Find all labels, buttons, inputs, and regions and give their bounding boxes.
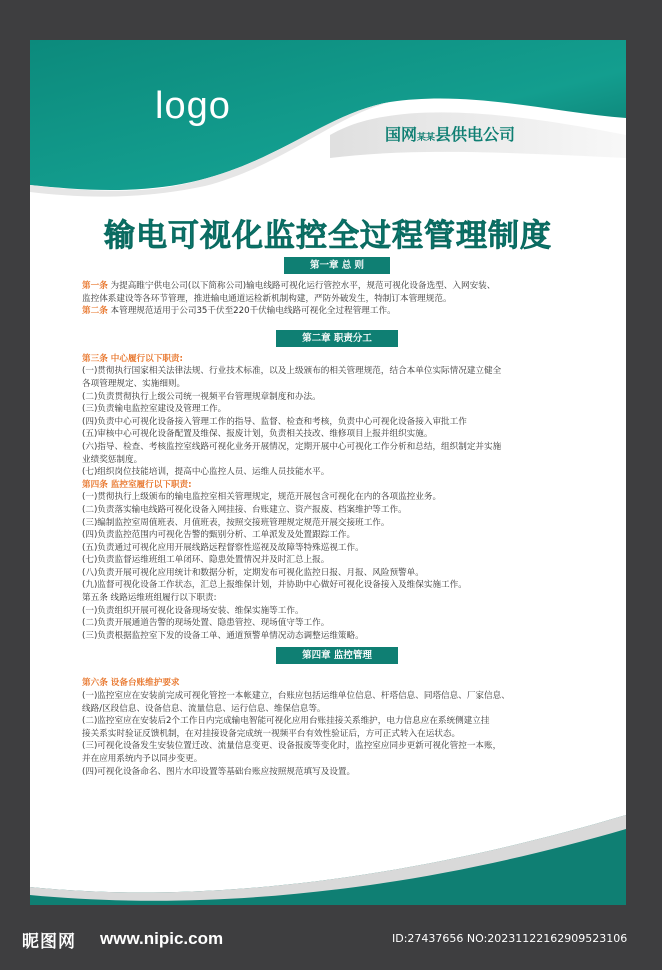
- list-item: (四)负责中心可视化设备接入管理工作的指导、监督、检查和考核，负责中心可视化设备接入审批工作: [82, 416, 467, 427]
- regulation-body: [82, 252, 592, 778]
- article-5-list: [82, 605, 592, 643]
- list-item: (三)负责输电监控室建设及管理工作。: [82, 404, 227, 415]
- list-item: (七)负责监督运维班组工单闭环、隐患处置情况并及时汇总上报。: [82, 555, 330, 566]
- article-1-label: 第一条: [82, 281, 108, 291]
- company-name: [385, 122, 515, 145]
- article-1-line1: 为提高睢宁供电公司(以下简称公司)输电线路可视化运行管控水平，规范可视化设备选型、入网安装、: [107, 281, 496, 291]
- article-1-line2: 监控体系建设等各环节管理，推进输电通道运检新机制构建，严防外破发生，特制订本管理规范。: [82, 293, 452, 304]
- company-suffix: 县供电公司: [435, 125, 516, 144]
- list-item: (二)负责贯彻执行上级公司统一视频平台管理规章制度和办法。: [82, 391, 321, 402]
- list-item: 接关系实时验证反馈机制，在对挂接设备完成统一视频平台有效性验证后，方可正式转入在运状态。: [82, 728, 461, 739]
- article-4-heading: 第四条 监控室履行以下职责:: [82, 479, 192, 490]
- article-5-heading: 第五条 线路运维班组履行以下职责:: [82, 593, 217, 604]
- list-item: (三)编制监控室周值班表、月值班表，按照交接班管理规定规范开展交接班工作。: [82, 517, 390, 528]
- poster: [30, 40, 626, 905]
- list-item: (六)指导、检查、考核监控室线路可视化业务开展情况，定期开展中心可视化工作分析和总结，组织制定并实施: [82, 441, 502, 452]
- watermark-bar: [0, 905, 662, 970]
- company-placeholder: 某某: [417, 133, 436, 143]
- list-item: (七)组织岗位技能培训，提高中心监控人员、运维人员技能水平。: [82, 467, 330, 478]
- list-item: (五)负责通过可视化应用开展线路远程督察性巡视及故障等特殊巡视工作。: [82, 542, 364, 553]
- list-item: (四)负责监控范围内可视化告警的甄别分析、工单派发及处置跟踪工作。: [82, 530, 356, 541]
- list-item: (一)贯彻执行上级颁布的输电监控室相关管理规定，规范开展包含可视化在内的各项监控业务。: [82, 492, 442, 503]
- chapter-1-heading: 第一章 总 则: [284, 257, 390, 274]
- article-6-list: [82, 690, 592, 778]
- list-item: (八)负责开展可视化应用统计和数据分析，定期发布可视化监控日报、月报、风险预警单。: [82, 567, 424, 578]
- list-item: (五)审核中心可视化设备配置及维保、报废计划，负责相关技改、维修项目上报并组织实施。: [82, 429, 433, 440]
- article-2: [82, 305, 592, 318]
- watermark-site: 昵图网: [22, 932, 76, 952]
- list-item: 线路/区段信息、设备信息、流量信息、运行信息、维保信息等。: [82, 703, 326, 714]
- header-decoration: [30, 40, 626, 210]
- list-item: (三)负责根据监控室下发的设备工单、通道预警单情况动态调整运维策略。: [82, 630, 364, 641]
- chapter-2-heading: 第二章 职责分工: [276, 330, 398, 347]
- list-item: (一)贯彻执行国家相关法律法规、行业技术标准，以及上级颁布的相关管理规范，结合本单位实际情况建立健全: [82, 366, 502, 377]
- article-1: [82, 280, 592, 293]
- chapter-4-heading: 第四章 监控管理: [276, 647, 398, 664]
- list-item: (一)负责组织开展可视化设备现场安装、维保实施等工作。: [82, 605, 304, 616]
- page-title: 输电可视化监控全过程管理制度: [104, 218, 552, 254]
- list-item: (二)负责落实输电线路可视化设备入网挂接、台账建立、资产报废、档案维护等工作。: [82, 504, 407, 515]
- watermark-id: ID:27437656 NO:20231122162909523106: [388, 931, 631, 946]
- list-item: (九)监督可视化设备工作状态，汇总上报维保计划，并协助中心做好可视化设备接入及维保实施工作。: [82, 580, 467, 591]
- watermark-url: www.nipic.com: [100, 929, 224, 948]
- list-item: 业绩奖惩制度。: [82, 454, 143, 465]
- company-prefix: 国网: [385, 125, 418, 144]
- list-item: (三)可视化设备发生安装位置迁改、流量信息变更、设备报废等变化时，监控室应同步更新可视化管控一本账，: [82, 741, 502, 752]
- article-4-list: [82, 491, 592, 592]
- list-item: (二)负责开展通道告警的现场处置、隐患管控、现场值守等工作。: [82, 618, 330, 629]
- list-item: (四)可视化设备命名、图片水印设置等基础台账应按照规范填写及设置。: [82, 766, 356, 777]
- article-2-text: 本管理规范适用于公司35千伏至220千伏输电线路可视化全过程管理工作。: [107, 306, 396, 317]
- list-item: 各项管理规定、实施细则。: [82, 378, 186, 389]
- article-2-label: 第二条: [82, 306, 108, 317]
- footer-decoration: [30, 815, 626, 905]
- logo: logo: [155, 85, 231, 127]
- list-item: (一)监控室应在安装前完成可视化管控一本帐建立，台账应包括运维单位信息、杆塔信息、同塔信息、厂家信息、: [82, 691, 510, 702]
- article-6-heading: 第六条 设备台账维护要求: [82, 678, 180, 689]
- article-3-heading: 第三条 中心履行以下职责:: [82, 353, 183, 364]
- list-item: (二)监控室应在安装后2个工作日内完成输电智能可视化应用台账挂接关系维护，电力信息应在系统侧建立挂: [82, 716, 490, 727]
- list-item: 并在应用系统内予以同步变更。: [82, 754, 203, 764]
- article-3-list: [82, 365, 592, 478]
